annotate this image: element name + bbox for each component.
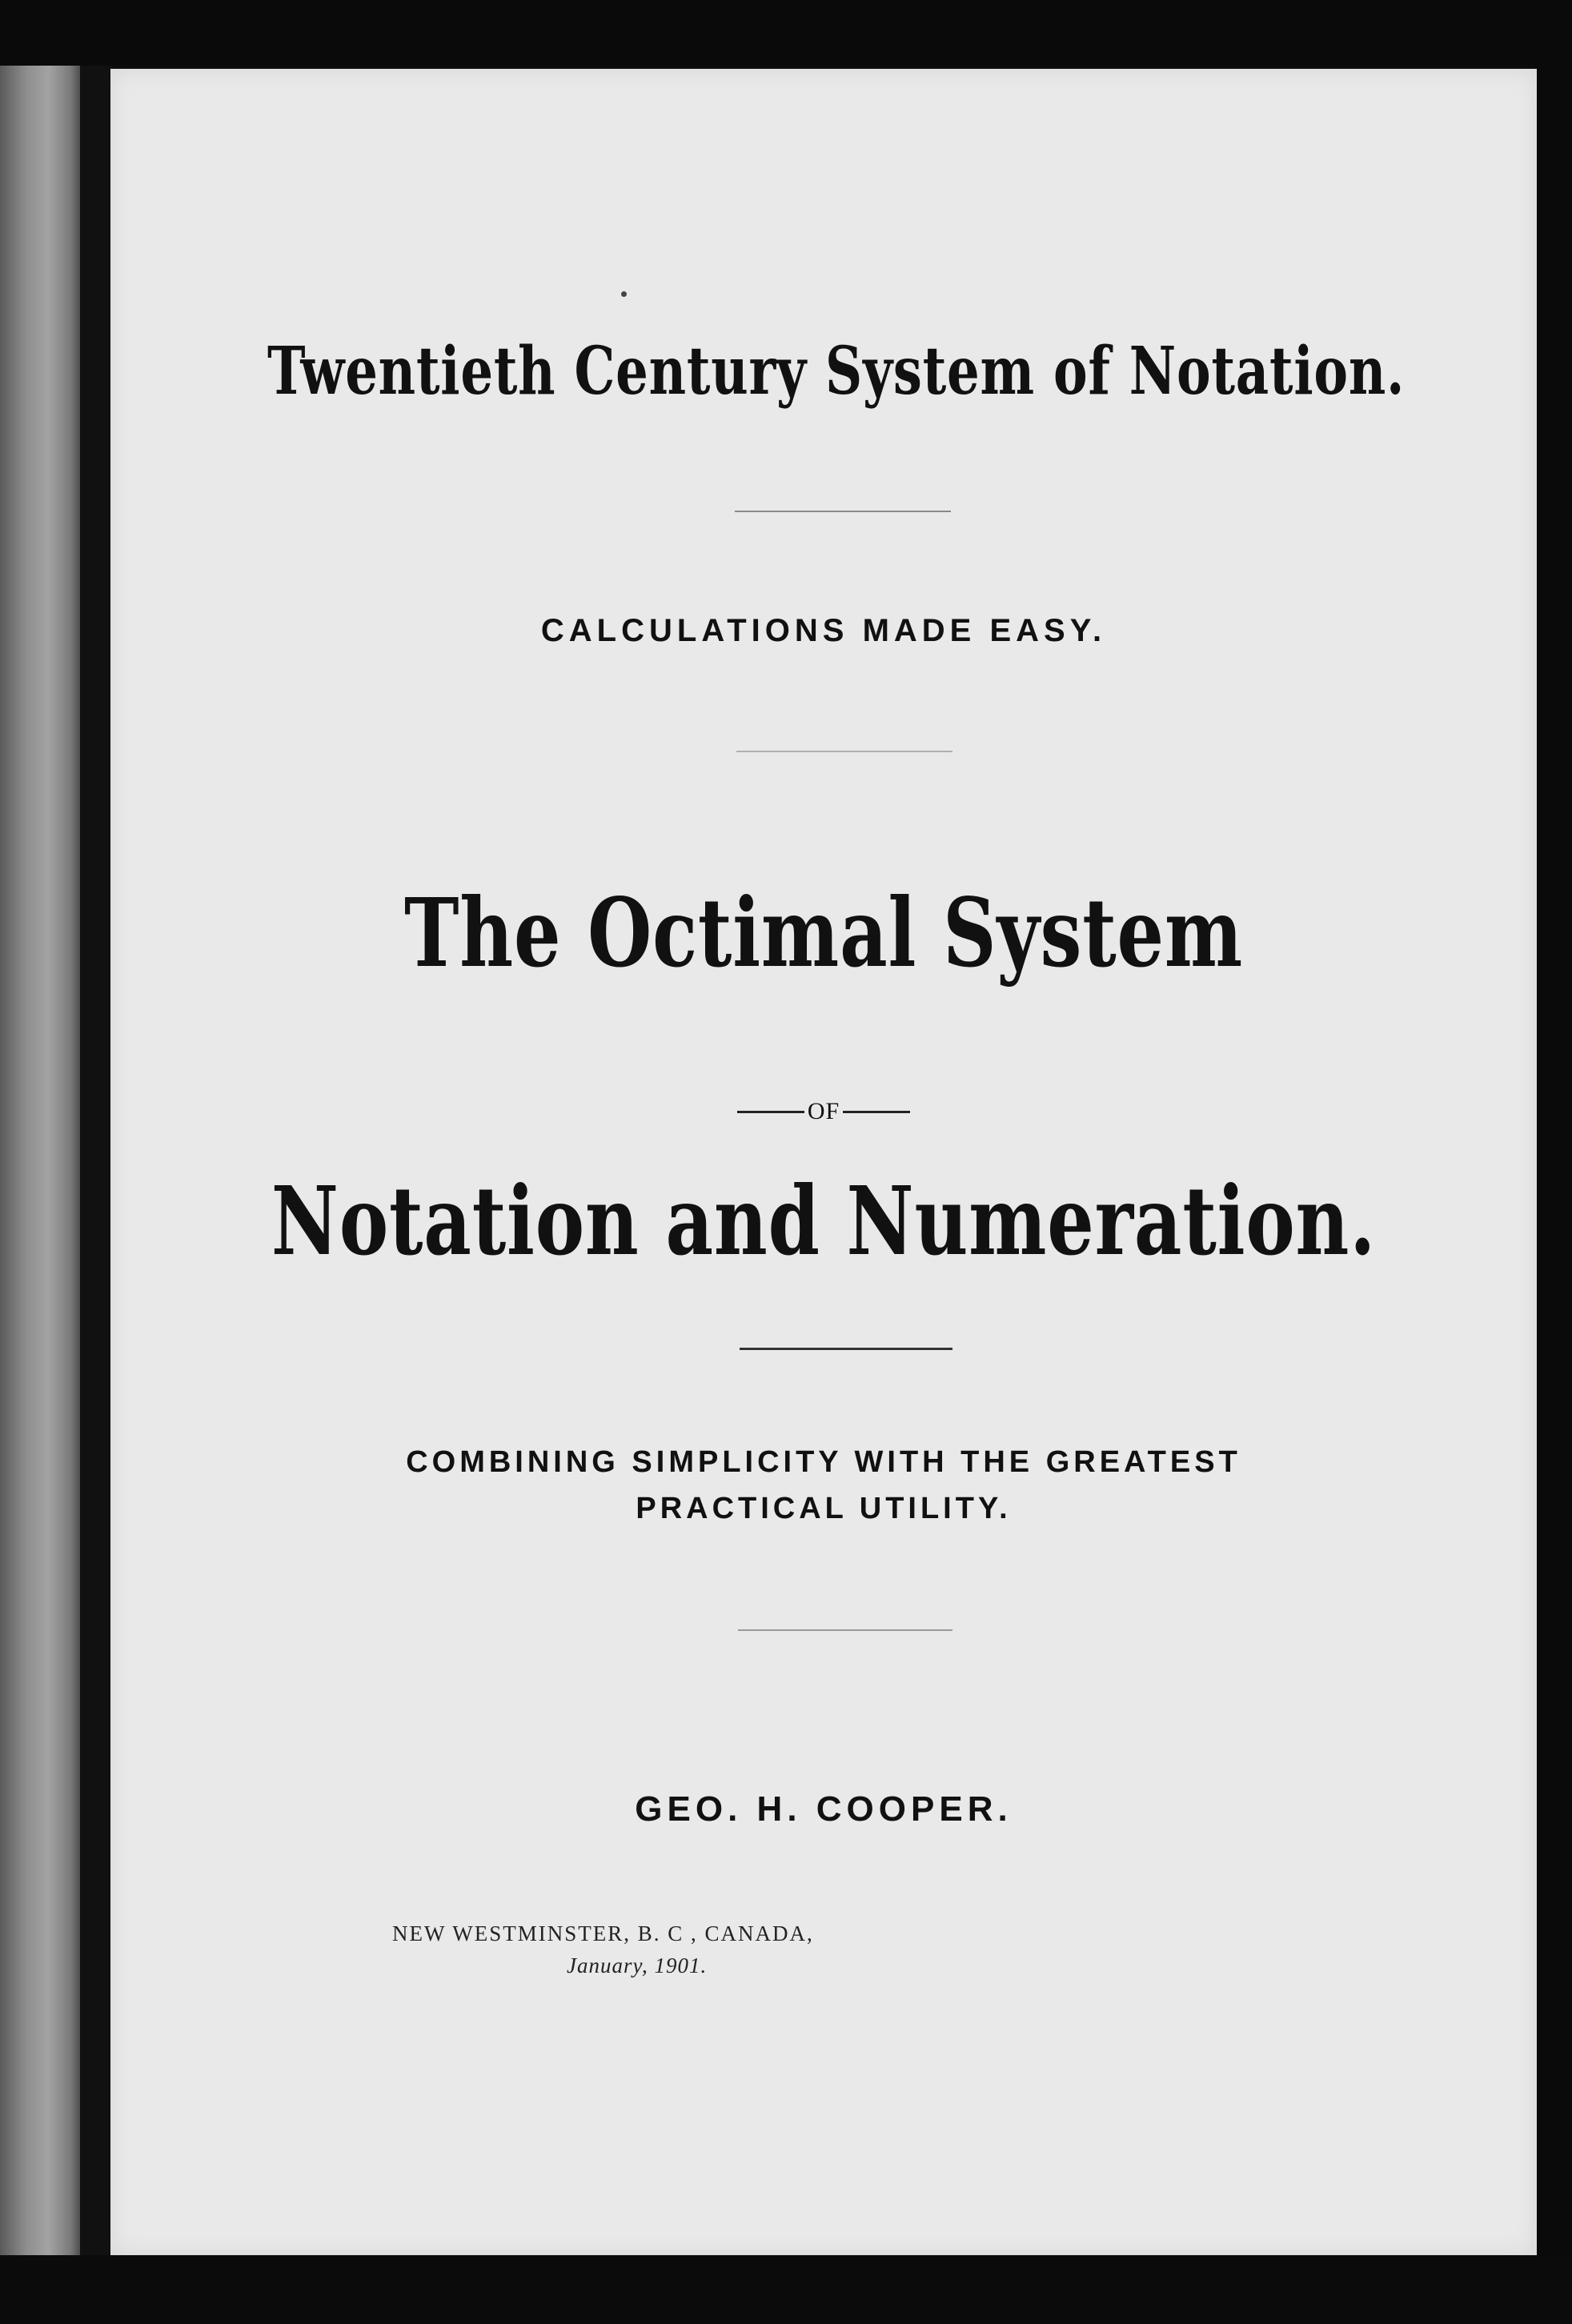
scan-border-right	[1535, 0, 1572, 2324]
divider-rule	[736, 751, 952, 752]
connector-word: OF	[807, 1098, 840, 1124]
divider-rule	[738, 1629, 952, 1631]
imprint-place: NEW WESTMINSTER, B. C , CANADA,	[392, 1921, 814, 1945]
main-title-continued: Notation and Numeration.	[271, 1165, 1377, 1276]
scan-border-top	[0, 0, 1572, 66]
scan-border-bottom	[0, 2255, 1572, 2324]
author-name: GEO. H. COOPER.	[635, 1789, 1013, 1829]
divider-rule	[740, 1348, 952, 1350]
connector-line	[110, 1097, 1537, 1126]
binding-edge	[80, 66, 112, 2258]
title-page	[110, 69, 1537, 2255]
imprint-date: January, 1901.	[567, 1953, 708, 1977]
tagline-line-1: COMBINING SIMPLICITY WITH THE GREATEST	[406, 1445, 1241, 1479]
series-title: Twentieth Century System of Notation.	[267, 333, 1406, 410]
subtitle: CALCULATIONS MADE EASY.	[540, 613, 1107, 648]
tagline-line-2: PRACTICAL UTILITY.	[636, 1492, 1012, 1525]
ink-speck	[621, 291, 627, 297]
book-binding	[0, 66, 88, 2258]
divider-rule	[735, 511, 951, 512]
connector-dash-left	[737, 1111, 804, 1113]
main-title: The Octimal System	[403, 877, 1244, 988]
connector-dash-right	[843, 1111, 910, 1113]
